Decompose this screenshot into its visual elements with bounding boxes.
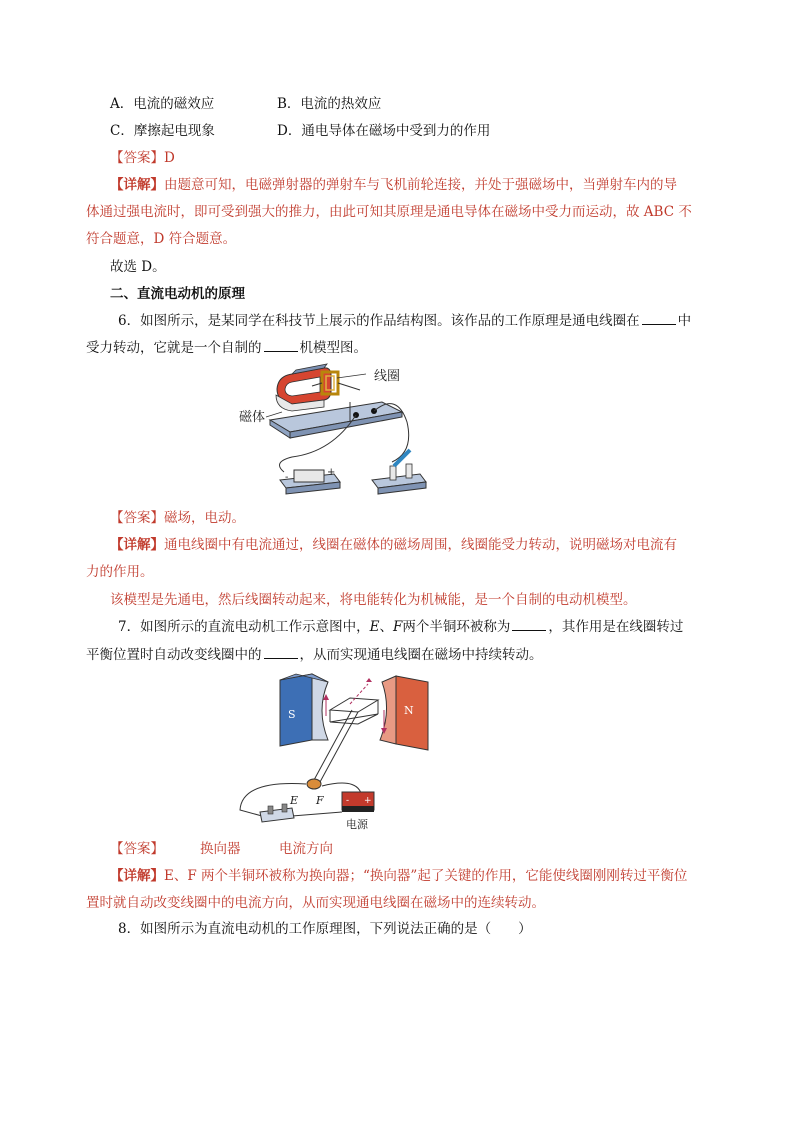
q7-e: E bbox=[369, 619, 380, 635]
q7-answer-value1: 换向器 bbox=[200, 841, 241, 857]
q5-option-a: A．电流的磁效应 bbox=[110, 96, 215, 112]
label-f: F bbox=[316, 794, 324, 807]
label-battery-minus: - bbox=[346, 796, 350, 806]
label-e: E bbox=[290, 794, 299, 807]
q5-option-b: B．电流的热效应 bbox=[277, 96, 382, 112]
q6-stem-text-d: 机模型图。 bbox=[299, 340, 367, 356]
q6-detail-line1 bbox=[110, 535, 677, 555]
q7-stem-text-b: 两个半铜环被称为 bbox=[402, 619, 511, 635]
detail-label: 【详解】 bbox=[110, 868, 164, 884]
q5-detail-line1 bbox=[110, 175, 677, 195]
answer-label: 【答案】 bbox=[110, 841, 164, 857]
detail-label: 【详解】 bbox=[110, 537, 164, 553]
q7-sep: 、 bbox=[379, 619, 393, 635]
q6-stem-text-b: 中 bbox=[677, 313, 692, 329]
q6-detail-line2: 力的作用。 bbox=[86, 564, 154, 580]
q5-detail-line2: 体通过强电流时，即可受到强大的推力，由此可知其原理是通电导体在磁场中受力而运动，故 ABC 不 bbox=[86, 204, 692, 220]
q6-detail-line3: 该模型是先通电，然后线圈转动起来，将电能转化为机械能，是一个自制的电动机模型。 bbox=[110, 592, 637, 608]
q7-dc-motor-figure bbox=[232, 670, 442, 832]
answer-value: D bbox=[164, 150, 175, 166]
label-s: S bbox=[288, 708, 296, 721]
answer-label: 【答案】 bbox=[110, 510, 164, 526]
label-minus: - bbox=[285, 472, 289, 483]
q7-stem-text-e: ，从而实现通电线圈在磁场中持续转动。 bbox=[299, 647, 543, 663]
q7-answer-value2: 电流方向 bbox=[279, 841, 333, 857]
label-n: N bbox=[404, 704, 414, 717]
label-power: 电源 bbox=[346, 818, 368, 831]
q7-stem-line1 bbox=[118, 617, 683, 637]
q6-motor-model-figure bbox=[232, 362, 432, 502]
label-plus: + bbox=[327, 467, 336, 478]
detail-text: 由题意可知，电磁弹射器的弹射车与飞机前轮连接，并处于强磁场中，当弹射车内的导 bbox=[164, 177, 677, 193]
answer-value: 磁场，电动。 bbox=[164, 510, 245, 526]
q6-stem-line1 bbox=[118, 311, 691, 331]
q7-detail-line1 bbox=[110, 866, 687, 886]
answer-label: 【答案】 bbox=[110, 150, 164, 166]
q5-answer bbox=[110, 148, 175, 168]
q6-answer bbox=[110, 508, 245, 528]
section-heading: 二、直流电动机的原理 bbox=[110, 286, 245, 302]
q7-f: F bbox=[392, 619, 403, 635]
q7-stem-text-d: 平衡位置时自动改变线圈中的 bbox=[86, 647, 262, 663]
q7-blank-1 bbox=[512, 617, 546, 631]
q6-stem-line2 bbox=[86, 338, 367, 358]
q7-stem-text-a: 7．如图所示的直流电动机工作示意图中， bbox=[118, 619, 370, 635]
q7-blank-2 bbox=[264, 645, 298, 659]
label-battery-plus: + bbox=[364, 796, 372, 806]
label-coil: 线圈 bbox=[374, 369, 401, 384]
q6-blank-2 bbox=[264, 338, 298, 352]
detail-text: 通电线圈中有电流通过，线圈在磁体的磁场周围，线圈能受力转动，说明磁场对电流有 bbox=[164, 537, 677, 553]
q6-stem-text-a: 6．如图所示，是某同学在科技节上展示的作品结构图。该作品的工作原理是通电线圈在 bbox=[118, 313, 640, 329]
q7-detail-line2: 置时就自动改变线圈中的电流方向，从而实现通电线圈在磁场中的连续转动。 bbox=[86, 895, 545, 911]
q5-option-d: D．通电导体在磁场中受到力的作用 bbox=[277, 123, 491, 139]
q7-stem-text-c: ，其作用是在线圈转过 bbox=[548, 619, 684, 635]
q5-option-c: C．摩擦起电现象 bbox=[110, 123, 215, 139]
q8-stem: 8．如图所示为直流电动机的工作原理图，下列说法正确的是（ ） bbox=[118, 921, 532, 937]
q7-answer bbox=[110, 839, 164, 859]
q5-detail-line3: 符合题意，D 符合题意。 bbox=[86, 231, 237, 247]
q6-stem-text-c: 受力转动，它就是一个自制的 bbox=[86, 340, 262, 356]
detail-label: 【详解】 bbox=[110, 177, 164, 193]
q6-blank-1 bbox=[642, 311, 676, 325]
detail-text: E、F 两个半铜环被称为换向器；“换向器”起了关键的作用，它能使线圈刚刚转过平衡位 bbox=[164, 868, 688, 884]
label-magnet: 磁体 bbox=[239, 410, 266, 425]
q5-conclusion: 故选 D。 bbox=[110, 259, 166, 275]
q7-stem-line2 bbox=[86, 645, 543, 665]
